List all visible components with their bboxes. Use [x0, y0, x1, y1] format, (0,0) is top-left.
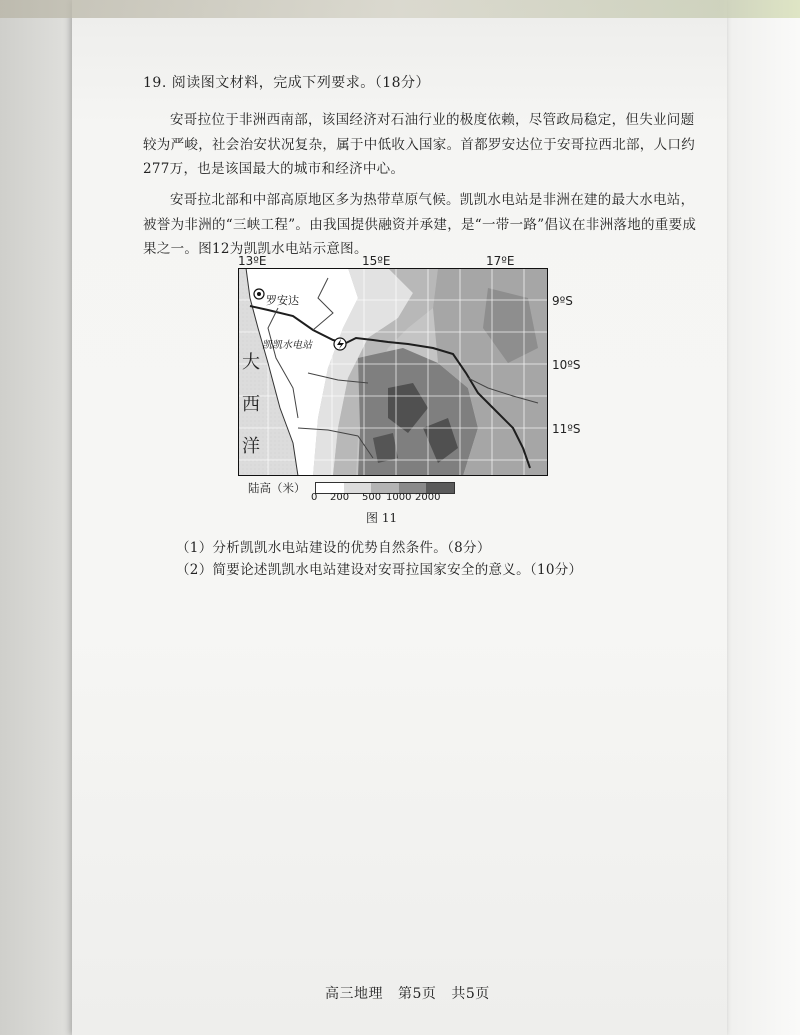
question-prompt: 阅读图文材料，完成下列要求。（18分） — [171, 75, 431, 91]
material-paragraph-1: 安哥拉位于非洲西南部，该国经济对石油行业的极度依赖，尽管政局稳定，但失业问题较为严峻，社会治安状况复杂，属于中低收入国家。首都罗安达位于安哥拉西北部，人口约277万，也是该国最大的城市和经济中心。 — [143, 112, 695, 177]
station-label: 凯凯水电站 — [262, 340, 312, 351]
map-svg — [238, 268, 548, 476]
longitude-label-15e: 15ºE — [362, 254, 391, 268]
legend-tick-1000: 1000 — [386, 492, 412, 503]
city-label-luanda: 罗安达 — [266, 294, 299, 307]
footer-subject: 高三地理 — [325, 986, 383, 1002]
footer-total: 共5页 — [451, 986, 490, 1002]
figure-caption: 图 11 — [366, 511, 398, 525]
legend-tick-500: 500 — [362, 492, 382, 503]
sub-question-2: （2）简要论述凯凯水电站建设对安哥拉国家安全的意义。（10分） — [176, 562, 583, 578]
legend-title: 陆高（米） — [248, 481, 306, 495]
capital-marker-dot — [257, 292, 261, 296]
question-header — [143, 72, 430, 92]
latitude-label-9s: 9ºS — [552, 294, 573, 308]
legend-tick-2000: 2000 — [415, 492, 441, 503]
page-footer — [325, 983, 500, 1003]
longitude-label-17e: 17ºE — [486, 254, 515, 268]
page-shadow-left — [0, 0, 72, 1035]
sub-question-1: （1）分析凯凯水电站建设的优势自然条件。（8分） — [176, 540, 491, 556]
ocean-char-2: 西 — [242, 394, 260, 415]
legend-tick-200: 200 — [330, 492, 350, 503]
page-background-right — [727, 0, 800, 1035]
hydropower-station-map — [238, 268, 548, 476]
question-number: 19. — [143, 75, 167, 91]
material-paragraph-2: 安哥拉北部和中部高原地区多为热带草原气候。凯凯水电站是非洲在建的最大水电站，被誉为非洲的“三峡工程”。由我国提供融资并承建，是“一带一路”倡议在非洲落地的重要成果之一。图12为凯凯水电站示意图。 — [143, 192, 697, 257]
latitude-label-10s: 10ºS — [552, 358, 581, 372]
ocean-char-3: 洋 — [242, 436, 260, 457]
footer-page: 第5页 — [397, 986, 437, 1002]
ocean-char-1: 大 — [242, 352, 260, 373]
top-edge-strip — [0, 0, 800, 18]
longitude-label-13e: 13ºE — [238, 254, 267, 268]
latitude-label-11s: 11ºS — [552, 422, 581, 436]
legend-tick-0: 0 — [311, 492, 318, 503]
